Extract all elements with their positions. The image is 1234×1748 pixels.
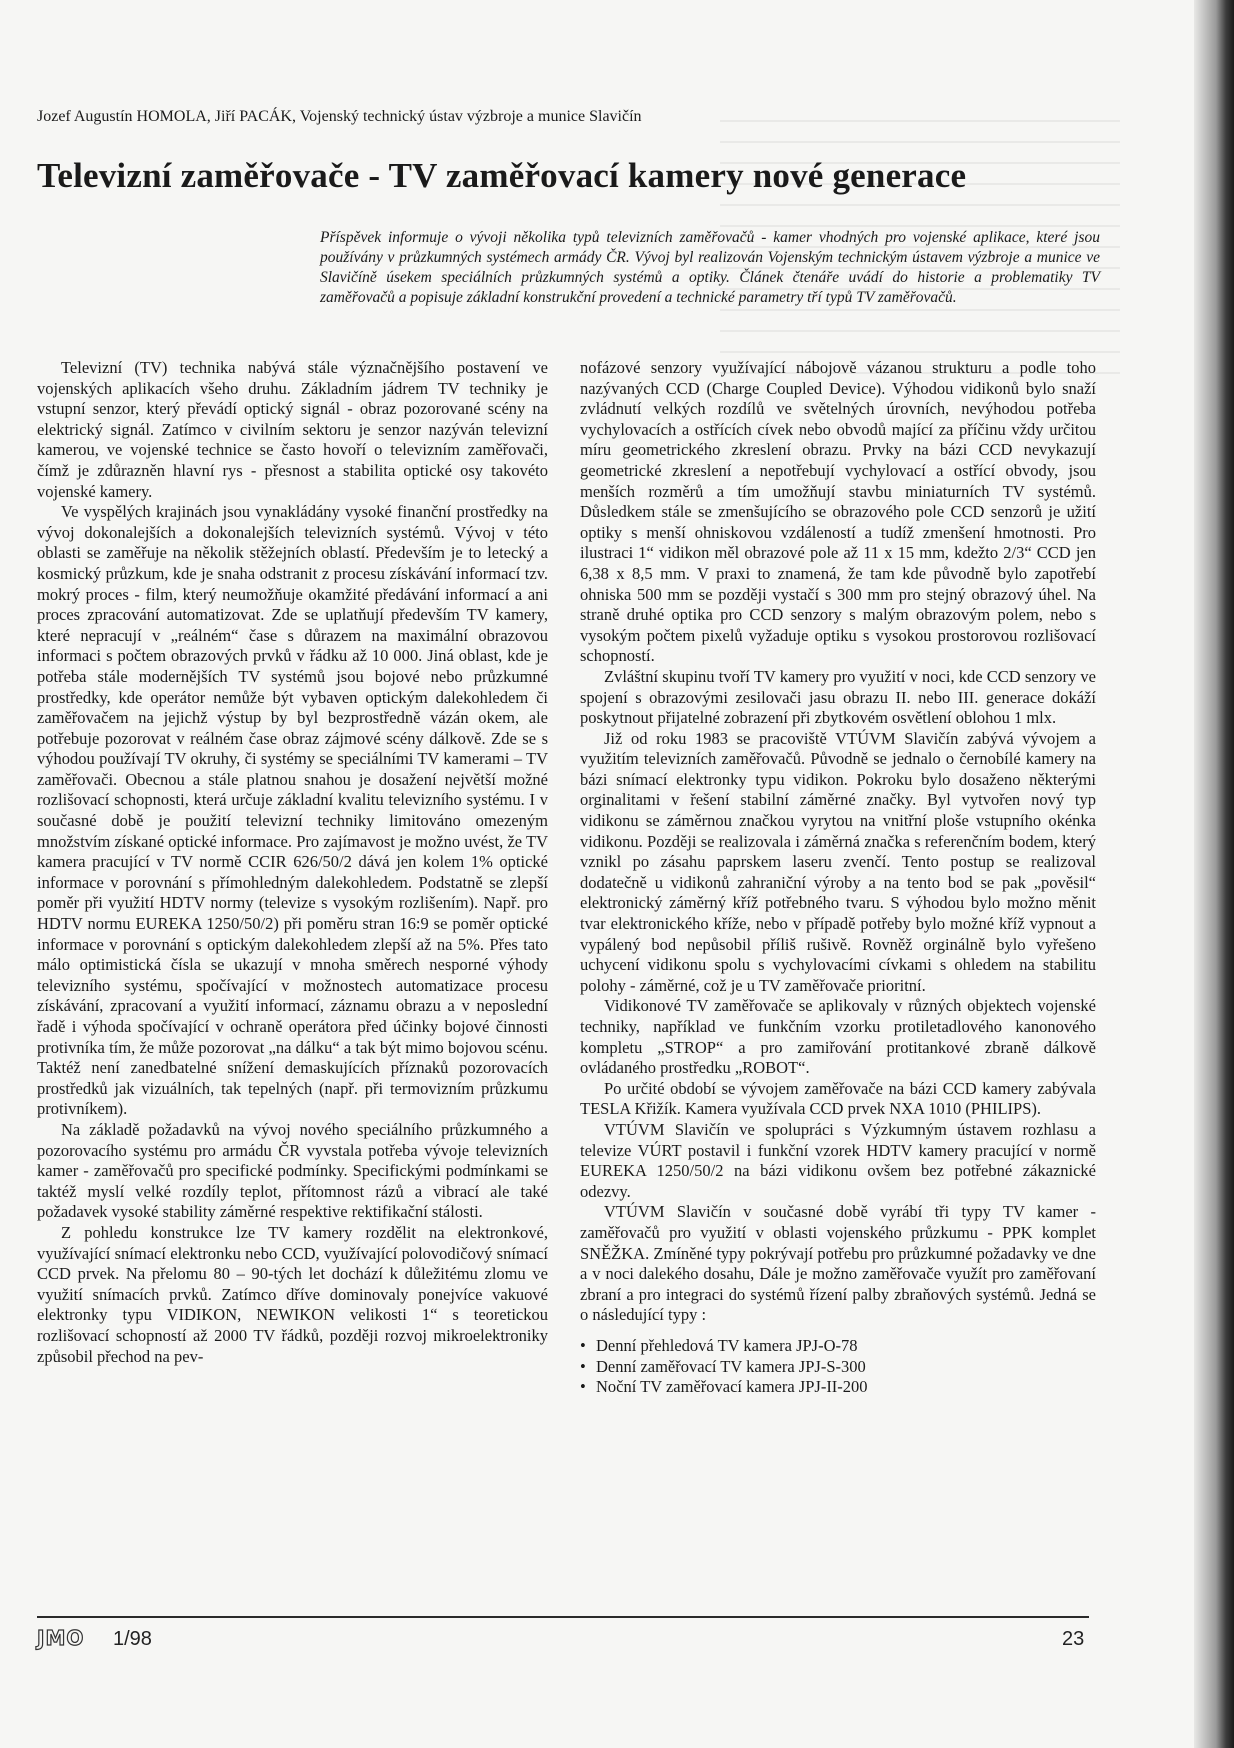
bullet-icon: •	[580, 1356, 586, 1376]
camera-types-list	[580, 1336, 1096, 1398]
list-item-text: Noční TV zaměřovací kamera JPJ-II-200	[596, 1377, 868, 1397]
list-item-text: Denní přehledová TV kamera JPJ-O-78	[596, 1335, 858, 1355]
list-item	[580, 1336, 1096, 1357]
article-abstract: Příspěvek informuje o vývoji několika typů televizních zaměřovačů - kamer vhodných pro vojenské aplikace, které jsou používány v průzkumných systémech armády ČR. Vývoj byl realizován Vojenským technickým ústavem výzbroje a munice ve Slavičíně úsekem speciálních průzkumných systémů a optiky. Článek čtenáře uvádí do historie a problematiky TV zaměřovačů a popisuje základní konstrukční provedení a technické parametry tří typů TV zaměřovačů.	[320, 229, 1100, 306]
article-title: Televizní zaměřovače - TV zaměřovací kamery nové generace	[37, 156, 967, 195]
paragraph: Po určité období se vývojem zaměřovače na bázi CCD kamery zabývala TESLA Křižík. Kamera využívala CCD prvek NXA 1010 (PHILIPS).	[580, 1078, 1096, 1119]
page-number: 23	[1062, 1628, 1085, 1650]
paragraph: VTÚVM Slavičín v současné době vyrábí tři typy TV kamer - zaměřovačů pro využití v oblasti vojenského průzkumu - PPK komplet SNĚŽKA. Zmíněné typy pokrývají potřebu pro průzkumné požadavky ve dne a v noci dalekého dosahu, Dále je možno zaměřovače využít pro zaměřovaní zbraní a pro integraci do systémů řízení palby zbraňových systémů. Jedná se o následující typy :	[580, 1202, 1096, 1325]
journal-logo: JMO	[37, 1626, 85, 1650]
paragraph: Již od roku 1983 se pracoviště VTÚVM Slavičín zabývá vývojem a využitím televizních zaměřovačů. Původně se jednalo o černobílé kamery na bázi snímací elektronky typu vidikon. Pokroku bylo dosaženo některými orginalitami v řešení stabilní záměrné značky. Byl vytvořen nový typ vidikonu se záměrnou značkou vyrytou na vnitřní ploše vstupního okénka vidikonu. Později se realizovala i záměrná značka s referenčním bodem, který vznikl po zásahu paprskem laseru zvenčí. Tento postup se realizoval dodatečně u vidikonů zahraniční výroby a na tento bod se pak „pověsil“ elektronický záměrný kříž potřebného tvaru. S výhodou bylo možno měnit tvar elektronického kříže, nebo v případě potřeby bylo možné kříž vypnout a vypálený bod nepůsobil příliš rušivě. Rovněž orginálně bylo vyřešeno uchycení vidikonu spolu s vychylovacími cívkami s ohledem na stabilitu polohy - záměrné, což je u TV zaměřovače prioritní.	[580, 728, 1096, 995]
bullet-icon: •	[580, 1335, 586, 1355]
paragraph: Televizní (TV) technika nabývá stále význačnějšího postavení ve vojenských aplikacích všeho druhu. Základním jádrem TV techniky je vstupní senzor, který převádí optický signál - obraz pozorované scény na elektrický signál. Zatímco v civilním sektoru je senzor nazýván televizní kamerou, ve vojenské technice se často hovoří o televizním zaměřovači, čímž je zdůrazněn hlavní rys - přesnost a stabilita optické osy takovéto vojenské kamery.	[37, 358, 548, 501]
left-column	[37, 358, 548, 1367]
list-item-text: Denní zaměřovací TV kamera JPJ-S-300	[596, 1356, 866, 1376]
list-item	[580, 1377, 1096, 1398]
paragraph: Vidikonové TV zaměřovače se aplikovaly v různých objektech vojenské techniky, například ve funkčním vzorku protiletadlového kanonového kompletu „STROP“ a pro zamiřování protitankové zbraně dálkově ovládaného prostředku „ROBOT“.	[580, 996, 1096, 1078]
authors-line: Jozef Augustín HOMOLA, Jiří PACÁK, Vojenský technický ústav výzbroje a munice Slavičín	[37, 108, 642, 125]
right-column	[580, 358, 1096, 1398]
footer-divider	[37, 1616, 1089, 1618]
paragraph: Ve vyspělých krajinách jsou vynakládány vysoké finanční prostředky na vývoj dokonalejších a dokonalejších televizních systémů. Vývoj v této oblasti se zaměřuje na několik stěžejních oblastí. Především je to letecký a kosmický průzkum, kde je snaha odstranit z procesu získávání informací tzv. mokrý proces - film, který neumožňuje okamžité předávání informací a ani proces zpracování automatizovat. Zde se uplatňují především TV kamery, které nepracují v „reálném“ čase s důrazem na maximální obrazovou informaci s počtem obrazových prvků v řádku až 10 000. Jiná oblast, kde je potřeba stále modernějších TV systémů jsou bojové nebo průzkumné prostředky, kde operátor nemůže být vybaven optickým dalekohledem či zaměřovačem na jejichž výstup by byl bezprostředně vázán okem, ale potřebuje pozorovat v reálném čase obraz zájmové scény dálkově. Zde se s výhodou používají TV okruhy, či systémy se speciálními TV kamerami – TV zaměřovači. Obecnou a stále platnou snahou je dosažení největší možné rozlišovací schopnosti, která určuje základní kvalitu televizního systému. I v současné době je použití televizní techniky limitováno omezeným množstvím získané optické informace. Pro zajímavost je možno uvést, že TV kamera pracující v TV normě CCIR 626/50/2 dává jen kolem 1% optické informace v porovnání s přímohledným dalekohledem. Podstatně se zlepší poměr při využití HDTV normy (televize s vysokým rozlišením). Např. pro HDTV normu EUREKA 1250/50/2) při poměru stran 16:9 se poměr optické informace v porovnání s optickým dalekohledem zlepší až na 5%. Přes tato málo optimistická čísla se ukazují v mnoha směrech nesporné výhody televizního systému, spočívající v možnostech automatizace procesu získávání, zpracovaní a využití informací, záznamu obrazu a v neposlední řadě i výhoda spočívající v ochraně operátora před účinky bojové činnosti protivníka tím, že může pozorovat „na dálku“ a tak být mimo bojovou scénu. Taktéž není zanedbatelné snížení demaskujících příznaků pozorovacích prostředků jak vizuálních, tak tepelných (např. při termovizním průzkumu protivníkem).	[37, 502, 548, 1119]
paragraph: Z pohledu konstrukce lze TV kamery rozdělit na elektronkové, využívající snímací elektronku nebo CCD, využívající polovodičový snímací CCD prvek. Na přelomu 80 – 90-tých let dochází k důležitému zlomu ve využití snímacích prvků. Zatímco dříve dominovaly ponejvíce vakuové elektronky typu VIDIKON, NEWIKON velikosti 1“ s teoretickou rozlišovací schopností až 2000 TV řádků, později rozvoj mikroelektroniky způsobil přechod na pev-	[37, 1222, 548, 1366]
bullet-icon: •	[580, 1377, 586, 1397]
issue-number: 1/98	[113, 1628, 152, 1650]
list-item	[580, 1357, 1096, 1378]
paragraph: nofázové senzory využívající nábojově vázanou strukturu a podle toho nazývaných CCD (Charge Coupled Device). Výhodou vidikonů bylo snaží zvládnutí velkých rozdílů ve světelných úrovních, nevýhodou potřeba vychylovacích a ostřících cívek nebo obvodů mající za příčinu vždy určitou míru geometrického zkreslení obrazu. Prvky na bázi CCD nevykazují geometrické zkreslení a nepotřebují vychylovací a ostřící obvody, jsou menších rozměrů a tím umožňují stavbu miniaturních TV systémů. Důsledkem stále se zmenšujícího se obrazového pole CCD senzorů je užití optiky s menší ohniskovou vzdáleností a tudíž zmenšení hmotnosti. Pro ilustraci 1“ vidikon měl obrazové pole až 11 x 15 mm, kdežto 2/3“ CCD jen 6,38 x 8,5 mm. V praxi to znamená, že tam kde původně bylo zapotřebí ohniska 500 mm se později vystačí s 300 mm pro stejný obrazový úhel. Na straně druhé optika pro CCD senzory s malým obrazovým polem, nebo s vysokým počtem pixelů vyžaduje optiku s vysokou prostorovou rozlišovací schopností.	[580, 358, 1096, 666]
scan-edge-shadow	[1194, 0, 1234, 1748]
paragraph: Na základě požadavků na vývoj nového speciálního průzkumného a pozorovacího systému pro armádu ČR vyvstala potřeba vývoje televizních kamer - zaměřovačů pro specifické podmínky. Specifickými podmínkami se taktéž myslí velké rozdíly teplot, přítomnost rázů a vibrací ale také požadavek vysoké stability záměrné respektive rektifikační stálosti.	[37, 1119, 548, 1222]
paragraph: Zvláštní skupinu tvoří TV kamery pro využití v noci, kde CCD senzory ve spojení s obrazovými zesilovači jasu obrazu II. nebo III. generace dokáží poskytnout přijatelné zobrazení při zbytkovém osvětlení oblohou 1 mlx.	[580, 666, 1096, 728]
paragraph: VTÚVM Slavičín ve spolupráci s Výzkumným ústavem rozhlasu a televize VÚRT postavil i funkční vzorek HDTV kamery pracující v normě EUREKA 1250/50/2 na bázi vidikonu ovšem bez potřebné zákaznické odezvy.	[580, 1119, 1096, 1201]
